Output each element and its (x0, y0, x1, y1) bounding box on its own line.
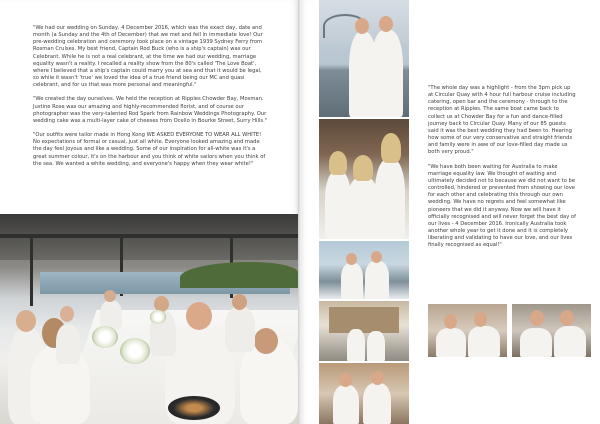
groom-head (444, 314, 457, 329)
groom-head (355, 18, 369, 34)
venue-couple-photo (319, 301, 409, 361)
guest-head (232, 294, 247, 310)
table-flowers (120, 338, 150, 364)
groom-head (339, 373, 352, 387)
groom-figure (363, 383, 391, 424)
couple-embrace-photo-1 (428, 304, 507, 357)
reception-table-photo (0, 214, 298, 424)
groom-figure (554, 326, 586, 357)
right-paragraph-2: "We have both been waiting for Australia to make marriage equality law. We thought of waiting and ultimately decided not to because we did not want to be controlled, hindered or prevented from showing our love for each other and celebrating this through our own wedding. We have no regrets and feel somewhat like pioneers that we did it anyway. Now we will have it officially recognised and will never forget the best day of our lives - 4 December 2016. Ironically Australia took another whole year to get it done and it is completely liberating and validating to have our love, and our lives finally recognised as equal!" (428, 163, 576, 249)
groom-head (371, 251, 382, 263)
groom-figure (365, 261, 389, 299)
guests-group-photo (319, 119, 409, 239)
photo-post (30, 236, 33, 306)
groom-head (346, 253, 357, 265)
guest-hair (329, 151, 347, 175)
table-flowers (150, 310, 166, 324)
ferry-couple-photo (319, 241, 409, 299)
harbour-couple-photo (319, 0, 409, 117)
left-paragraph-3: "Our outfits were tailor made in Hong Kong WE ASKED EVERYONE TO WEAR ALL WHITE! No expectations of formal or casual, just all white. Everyone looked amazing and made the day feel joyous and like a wedding. Some of our inspiration for all-white was it's a great summer colour, it's on the harbour and you think of white sailors when you think of the sea. We wanted a white wedding, and everyone's happy when they wear white!" (33, 132, 266, 167)
groom-figure (371, 30, 403, 117)
couple-embrace-photo-2 (512, 304, 591, 357)
right-paragraph-1: "The whole day was a highlight - from the 3pm pick up at Circular Quay with 4 hour full harbour cruise including catering, open bar and the ceremony - through to the reception at Ripples. The same boat came back to collect us at Chowder Bay for a fun and dance-filled journey back to Circular Quay. Many of our 85 guests said it was the best wedding they had been to. Hearing how some of our very conservative and straight friends and family were in awe of our love-filled day made us both very proud." (428, 85, 576, 156)
guest-head (60, 306, 74, 322)
groom-head (560, 310, 574, 326)
groom-figure (520, 328, 552, 357)
guest-hair (353, 155, 373, 181)
table-flowers (92, 326, 118, 348)
food-platter (168, 396, 220, 420)
groom-figure (341, 263, 363, 299)
photo-hill (180, 262, 298, 288)
guest (225, 306, 255, 352)
groom-head (379, 16, 393, 32)
left-text-block (33, 25, 269, 175)
groom-figure (436, 328, 466, 357)
groom-head (474, 312, 487, 327)
guest-hair (381, 133, 401, 163)
guest-head (254, 328, 278, 354)
groom-figure (468, 326, 500, 357)
doorway-couple-photo (319, 363, 409, 424)
groom-head (530, 310, 544, 326)
guest (56, 324, 80, 364)
guest-head (186, 302, 212, 330)
groom-figure (347, 329, 365, 361)
groom-figure (367, 331, 385, 361)
photo-beam (0, 234, 298, 238)
groom-head (371, 371, 384, 385)
page-gutter (298, 0, 301, 424)
right-text-block (428, 85, 576, 256)
venue-building (329, 307, 399, 333)
guest-figure (375, 159, 405, 239)
groom-figure (333, 385, 359, 424)
left-paragraph-1: "We had our wedding on Sunday, 4 December 2016, which was the exact day, date and month (a Sunday and the 4th of December) that we met and fell in immediate love! Our pre-wedding celebration and ceremony took place on a vintage 1939 Sydney Ferry from Rosman Cruises. My best friend, Captain Rod Buck (who is a ship's captain) was our Celebrant. While he is not a real celebrant, at the time we had our wedding, marriage equality wasn't a reality. I recalled a reality show from the 80's called 'The Love Boat', where I believed that a ship's captain could marry you at sea and that it would be legal, so while it wasn't 'true' we loved the idea of a true friend being our MC and quasi celebrant, and for us that was more personal and meaningful." (33, 25, 263, 89)
guest-head (16, 310, 36, 332)
guest-head (104, 290, 116, 302)
left-paragraph-2: "We created the day ourselves. We held the reception at Ripples Chowder Bay, Mosman. Justine Rose was our amazing and highly-recommended florist, and of course our photographer was the very-talented Rod Spark from Rainbow Weddings Photography. Our wedding cake was a multi-layer cake of cheeses from Ocello in Bourke Street, Surry Hills." (33, 96, 268, 124)
